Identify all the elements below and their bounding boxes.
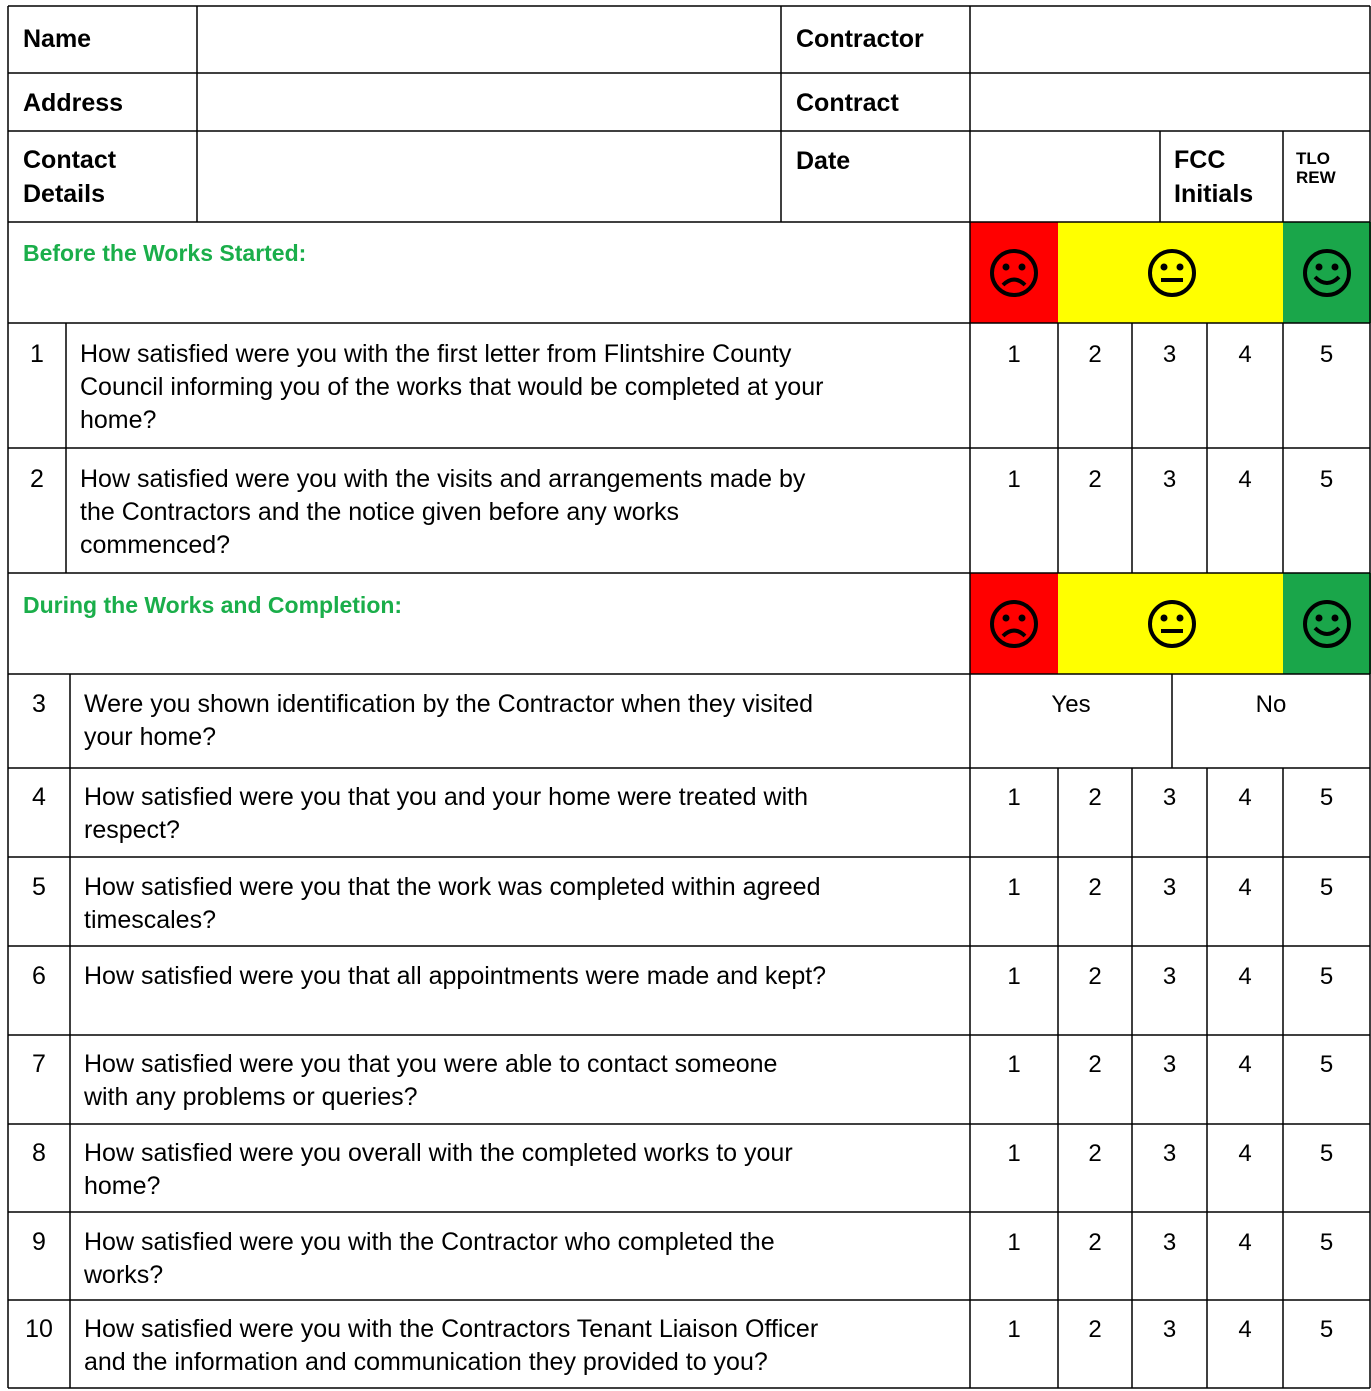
contact-details-field[interactable] [198, 132, 780, 221]
question-text: How satisfied were you that the work was completed within agreed timescales? [84, 873, 821, 934]
rating-option-2[interactable]: 2 [1088, 1140, 1102, 1167]
sad-face-icon [988, 247, 1040, 299]
rating-option-5[interactable]: 5 [1319, 784, 1334, 811]
date-field[interactable] [971, 132, 1159, 221]
address-field[interactable] [198, 74, 780, 130]
rating-option-1[interactable]: 1 [1007, 963, 1021, 990]
rating-option-4[interactable]: 4 [1238, 1229, 1252, 1256]
contractor-label: Contractor [796, 25, 924, 53]
rating-option-2[interactable]: 2 [1088, 466, 1102, 493]
contract-field[interactable] [971, 74, 1369, 130]
rating-option-2[interactable]: 2 [1088, 1316, 1102, 1343]
question-text: How satisfied were you that you were able to contact someone with any problems or queries? [84, 1050, 778, 1111]
rating-option-5[interactable]: 5 [1319, 1051, 1334, 1078]
rating-option-5[interactable]: 5 [1319, 466, 1334, 493]
neutral-face-icon [1146, 598, 1198, 650]
neutral-face-icon [1146, 247, 1198, 299]
rating-option-3[interactable]: 3 [1162, 784, 1177, 811]
date-label: Date [796, 147, 851, 175]
rating-option-5[interactable]: 5 [1319, 1316, 1334, 1343]
tlo-rew-label: TLO REW [1296, 149, 1336, 187]
question-text: Were you shown identification by the Contractor when they visited your home? [84, 690, 814, 751]
question-number: 9 [32, 1228, 46, 1256]
rating-option-4[interactable]: 4 [1238, 1316, 1252, 1343]
rating-option-4[interactable]: 4 [1238, 963, 1252, 990]
rating-option-5[interactable]: 5 [1319, 1229, 1334, 1256]
question-text: How satisfied were you that you and your home were treated with respect? [84, 783, 808, 844]
question-text: How satisfied were you with the Contractor who completed the works? [84, 1228, 775, 1289]
rating-option-2[interactable]: 2 [1088, 874, 1102, 901]
question-number: 7 [32, 1050, 46, 1078]
question-text: How satisfied were you overall with the completed works to your home? [84, 1139, 793, 1200]
rating-option-4[interactable]: 4 [1238, 466, 1252, 493]
rating-option-3[interactable]: 3 [1162, 466, 1177, 493]
section-before-heading: Before the Works Started: [23, 240, 307, 266]
rating-option-5[interactable]: 5 [1319, 341, 1334, 368]
question-number: 5 [32, 873, 46, 901]
happy-face-icon [1301, 598, 1353, 650]
fcc-initials-label: FCC Initials [1174, 146, 1254, 208]
rating-option-2[interactable]: 2 [1088, 1229, 1102, 1256]
question-text: How satisfied were you with the Contractors Tenant Liaison Officer and the information and communication they provided to you? [84, 1315, 819, 1376]
question-text: How satisfied were you that all appointments were made and kept? [84, 962, 827, 990]
question-text: How satisfied were you with the visits and arrangements made by the Contractors and the notice given before any works commenced? [80, 465, 806, 559]
rating-option-1[interactable]: 1 [1007, 341, 1021, 368]
rating-option-2[interactable]: 2 [1088, 784, 1102, 811]
rating-option-3[interactable]: 3 [1162, 1140, 1177, 1167]
rating-option-3[interactable]: 3 [1162, 1316, 1177, 1343]
question-number: 10 [25, 1315, 53, 1343]
address-label: Address [23, 89, 124, 117]
rating-option-5[interactable]: 5 [1319, 963, 1334, 990]
rating-option-3[interactable]: 3 [1162, 874, 1177, 901]
rating-option-2[interactable]: 2 [1088, 341, 1102, 368]
name-label: Name [23, 25, 92, 53]
yes-option[interactable]: Yes [1051, 691, 1091, 718]
rating-option-3[interactable]: 3 [1162, 963, 1177, 990]
question-number: 6 [32, 962, 46, 990]
rating-option-3[interactable]: 3 [1162, 1229, 1177, 1256]
rating-option-4[interactable]: 4 [1238, 1140, 1252, 1167]
question-number: 2 [30, 465, 44, 493]
rating-option-2[interactable]: 2 [1088, 1051, 1102, 1078]
rating-option-4[interactable]: 4 [1238, 341, 1252, 368]
question-number: 4 [32, 783, 46, 811]
rating-option-3[interactable]: 3 [1162, 341, 1177, 368]
question-text: How satisfied were you with the first letter from Flintshire County Council informing you of the works that would be completed at your home? [80, 340, 824, 434]
rating-option-4[interactable]: 4 [1238, 874, 1252, 901]
rating-option-5[interactable]: 5 [1319, 874, 1334, 901]
rating-option-1[interactable]: 1 [1007, 784, 1021, 811]
question-number: 8 [32, 1139, 46, 1167]
rating-option-2[interactable]: 2 [1088, 963, 1102, 990]
no-option[interactable]: No [1255, 691, 1287, 718]
rating-option-4[interactable]: 4 [1238, 784, 1252, 811]
rating-option-3[interactable]: 3 [1162, 1051, 1177, 1078]
happy-face-icon [1301, 247, 1353, 299]
rating-option-1[interactable]: 1 [1007, 466, 1021, 493]
contact-details-label: Contact Details [23, 146, 117, 208]
question-number: 1 [30, 340, 44, 368]
rating-option-4[interactable]: 4 [1238, 1051, 1252, 1078]
rating-option-5[interactable]: 5 [1319, 1140, 1334, 1167]
rating-option-1[interactable]: 1 [1007, 1316, 1021, 1343]
name-field[interactable] [198, 7, 780, 72]
rating-option-1[interactable]: 1 [1007, 874, 1021, 901]
contract-label: Contract [796, 89, 899, 117]
sad-face-icon [988, 598, 1040, 650]
contractor-field[interactable] [971, 7, 1369, 72]
rating-option-1[interactable]: 1 [1007, 1051, 1021, 1078]
rating-option-1[interactable]: 1 [1007, 1229, 1021, 1256]
rating-option-1[interactable]: 1 [1007, 1140, 1021, 1167]
section-during-heading: During the Works and Completion: [23, 592, 403, 618]
question-number: 3 [32, 690, 46, 718]
